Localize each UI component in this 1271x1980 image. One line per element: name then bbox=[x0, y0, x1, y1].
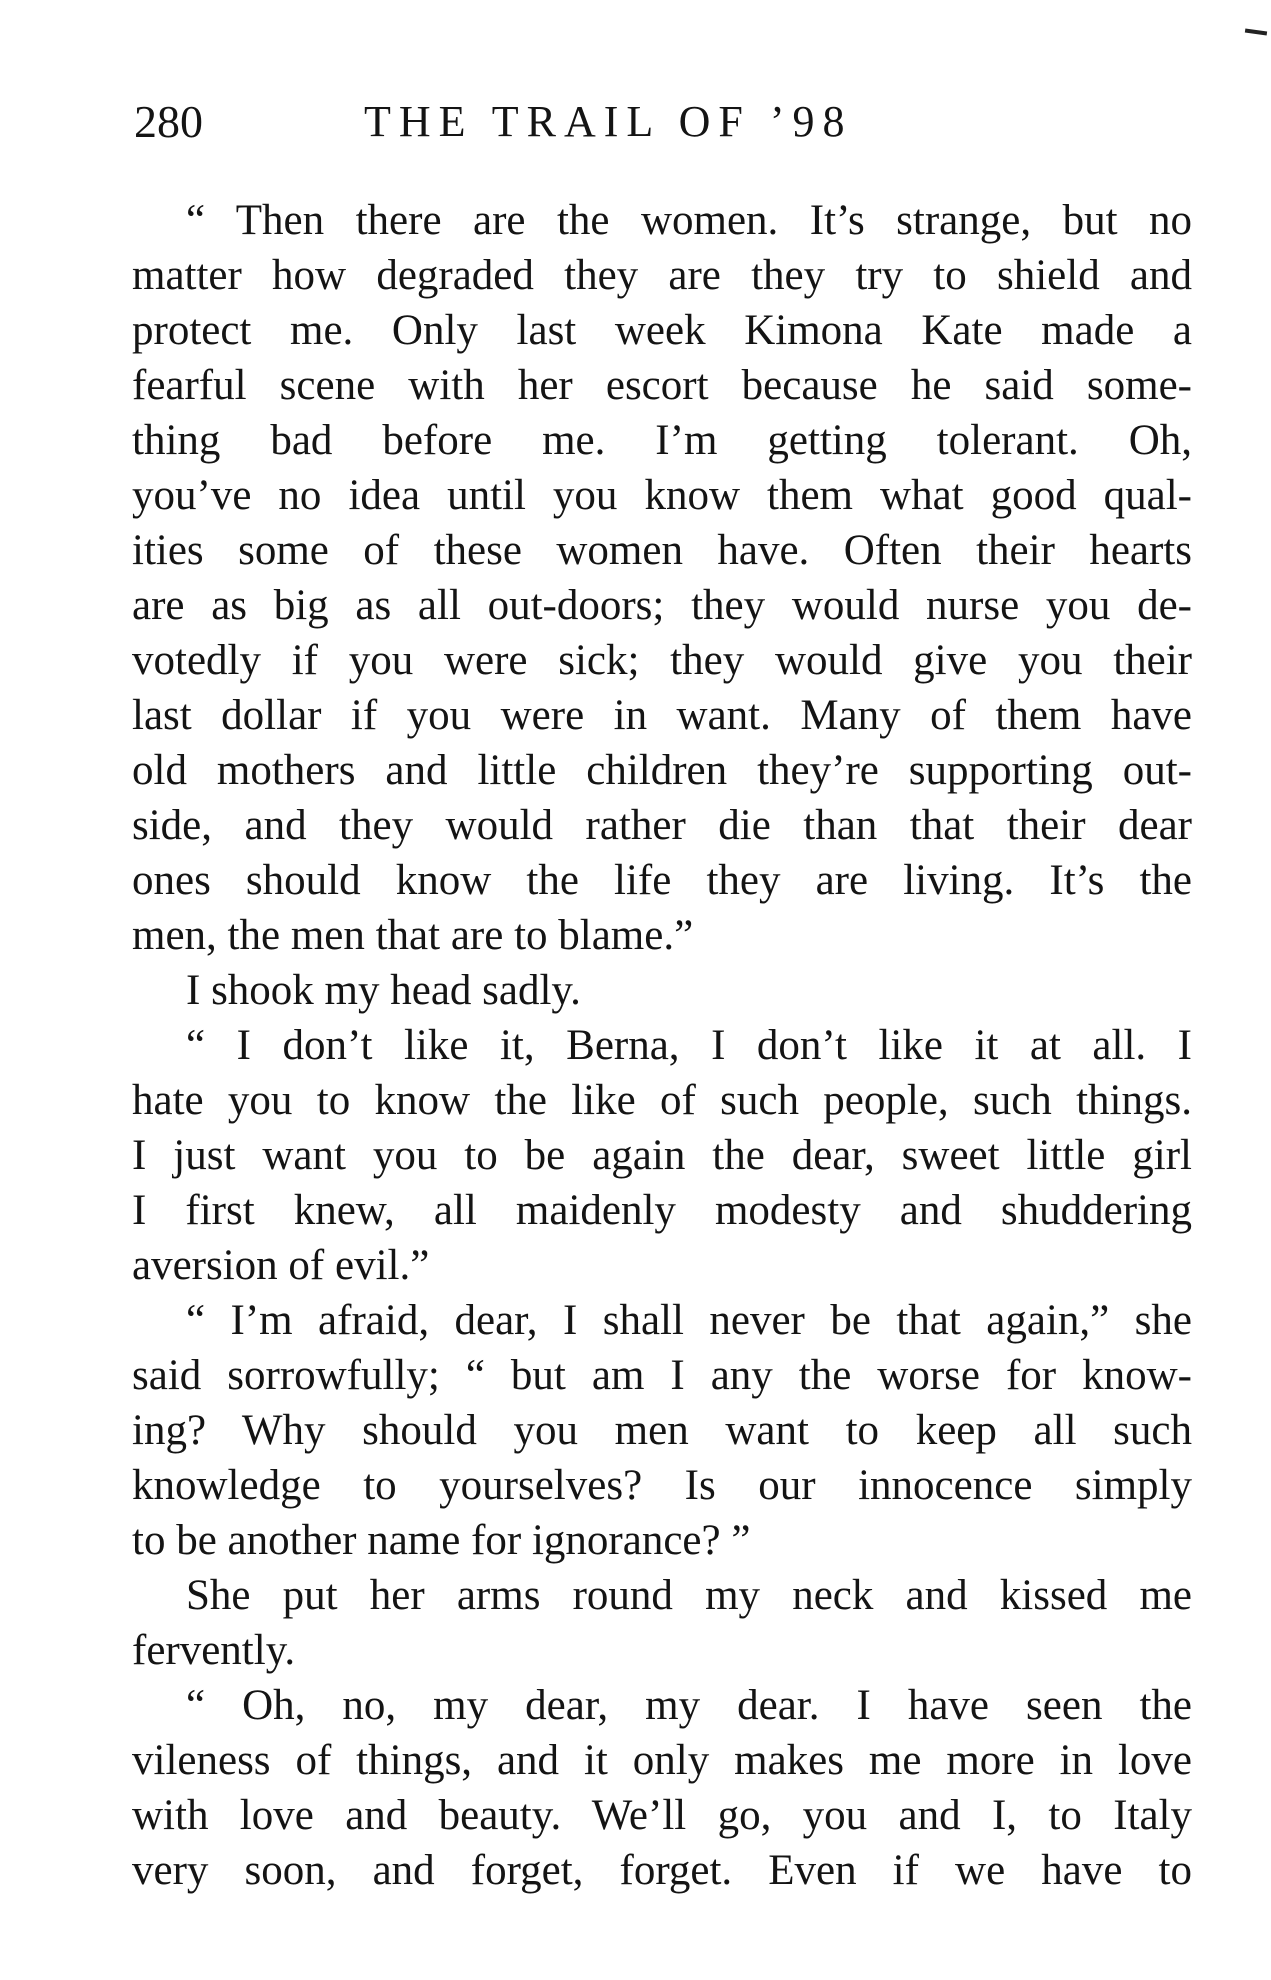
running-title: THE TRAIL OF ’98 bbox=[364, 97, 853, 146]
text-line: very soon, and forget, forget. Even if we have to bbox=[132, 1847, 1192, 1894]
text-line: ones should know the life they are living. It’s the bbox=[132, 857, 1192, 904]
text-line: knowledge to yourselves? Is our innocence simply bbox=[132, 1462, 1192, 1509]
text-line: I shook my head sadly. bbox=[186, 967, 581, 1014]
page-edge-mark bbox=[1245, 28, 1267, 35]
text-line: with love and beauty. We’ll go, you and I, to Italy bbox=[132, 1792, 1192, 1839]
page-header bbox=[134, 92, 1194, 152]
text-line: you’ve no idea until you know them what good qual- bbox=[132, 472, 1192, 519]
body-text bbox=[132, 193, 1192, 1898]
text-line: I just want you to be again the dear, sweet little girl bbox=[132, 1132, 1192, 1179]
text-line: matter how degraded they are they try to shield and bbox=[132, 252, 1192, 299]
text-line: ing? Why should you men want to keep all such bbox=[132, 1407, 1192, 1454]
text-line: “ Then there are the women. It’s strange, but no bbox=[186, 197, 1192, 244]
text-line: fervently. bbox=[132, 1627, 296, 1674]
text-line: votedly if you were sick; they would give you their bbox=[132, 637, 1192, 684]
text-line: She put her arms round my neck and kissed me bbox=[186, 1572, 1192, 1619]
text-line: said sorrowfully; “ but am I any the worse for know- bbox=[132, 1352, 1192, 1399]
text-line: last dollar if you were in want. Many of them have bbox=[132, 692, 1192, 739]
text-line: “ I’m afraid, dear, I shall never be that again,” she bbox=[186, 1297, 1192, 1344]
page-number: 280 bbox=[134, 96, 203, 147]
text-line: protect me. Only last week Kimona Kate made a bbox=[132, 307, 1192, 354]
text-line: old mothers and little children they’re supporting out- bbox=[132, 747, 1192, 794]
text-line: are as big as all out-doors; they would nurse you de- bbox=[132, 582, 1192, 629]
text-line: “ Oh, no, my dear, my dear. I have seen the bbox=[186, 1682, 1192, 1729]
text-line: fearful scene with her escort because he said some- bbox=[132, 362, 1192, 409]
text-line: hate you to know the like of such people, such things. bbox=[132, 1077, 1192, 1124]
text-line: ities some of these women have. Often their hearts bbox=[132, 527, 1192, 574]
text-line: vileness of things, and it only makes me more in love bbox=[132, 1737, 1192, 1784]
text-line: I first knew, all maidenly modesty and shuddering bbox=[132, 1187, 1192, 1234]
text-line: to be another name for ignorance? ” bbox=[132, 1517, 751, 1564]
text-line: aversion of evil.” bbox=[132, 1242, 430, 1289]
text-line: “ I don’t like it, Berna, I don’t like it at all. I bbox=[186, 1022, 1192, 1069]
text-line: men, the men that are to blame.” bbox=[132, 912, 694, 959]
text-line: side, and they would rather die than that their dear bbox=[132, 802, 1192, 849]
text-line: thing bad before me. I’m getting tolerant. Oh, bbox=[132, 417, 1192, 464]
